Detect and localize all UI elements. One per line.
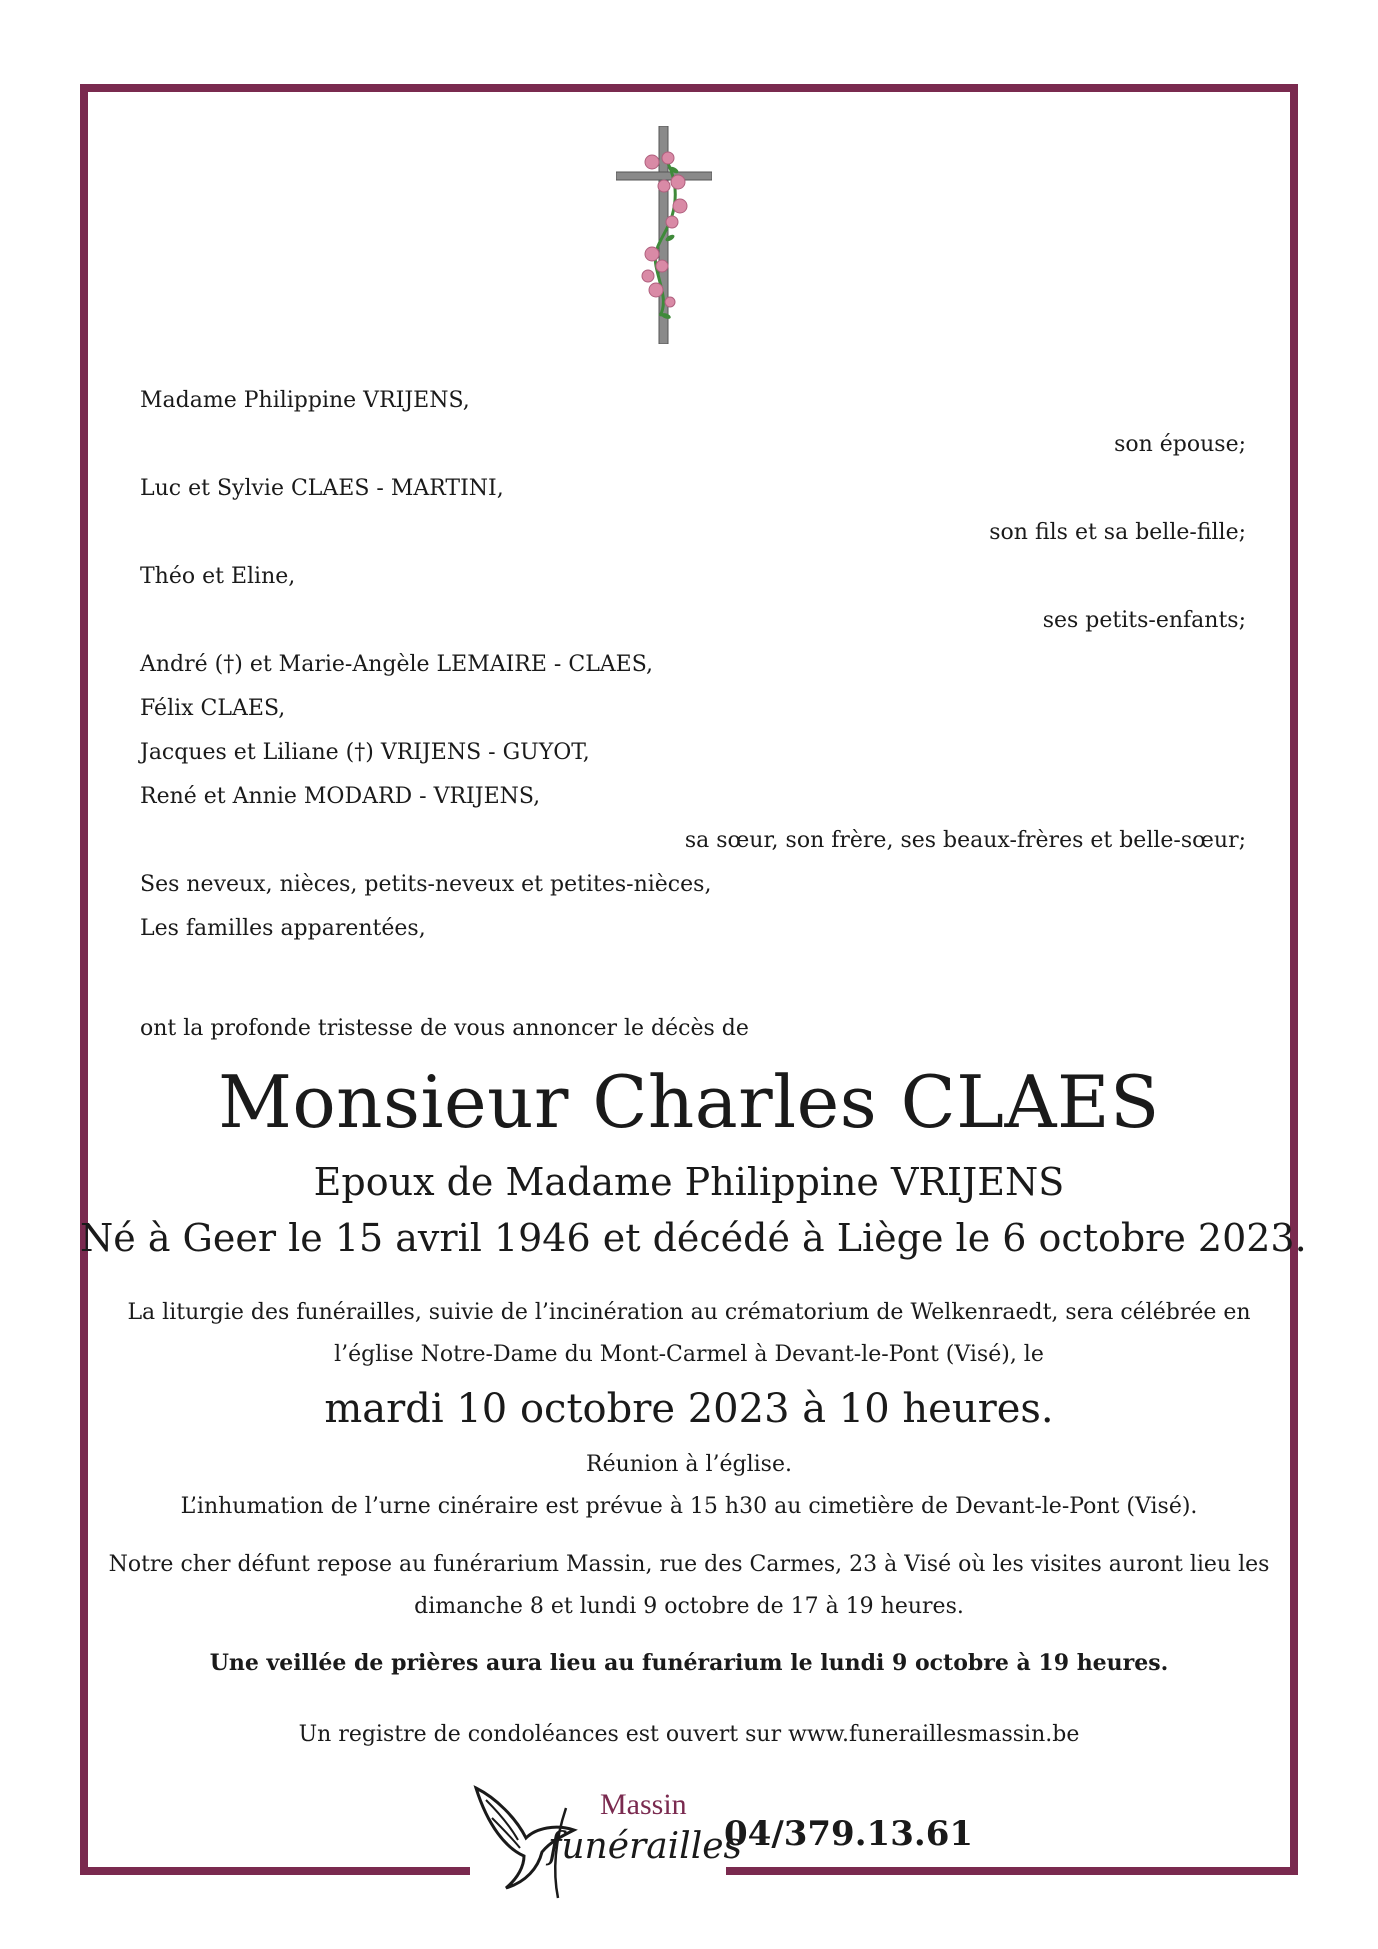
spouse-relation: son épouse; bbox=[1114, 432, 1246, 457]
grandchildren-relation: ses petits-enfants; bbox=[1042, 608, 1246, 633]
ceremony-text: La liturgie des funérailles, suivie de l’incinération au crématorium de Welkenraedt, sera célébrée en bbox=[127, 1300, 1251, 1325]
brand-funerailles: funérailles bbox=[548, 1826, 742, 1867]
vigil-text: Une veillée de prières aura lieu au funérarium le lundi 9 octobre à 19 heures. bbox=[209, 1650, 1169, 1676]
grandchildren-names: Théo et Eline, bbox=[140, 564, 296, 589]
sibling-line: René et Annie MODARD - VRIJENS, bbox=[140, 784, 541, 809]
other-relatives-line: Les familles apparentées, bbox=[140, 916, 426, 941]
burial-text: L’inhumation de l’urne cinéraire est prévue à 15 h30 au cimetière de Devant-le-Pont (Visé). bbox=[180, 1494, 1198, 1519]
meeting-text: Réunion à l’église. bbox=[586, 1452, 792, 1477]
son-name: Luc et Sylvie CLAES - MARTINI, bbox=[140, 476, 504, 501]
sibling-line: Jacques et Liliane (†) VRIJENS - GUYOT, bbox=[140, 740, 590, 765]
visit-text: Notre cher défunt repose au funérarium Massin, rue des Carmes, 23 à Visé où les visites auront lieu les bbox=[108, 1552, 1270, 1577]
spouse-name: Madame Philippine VRIJENS, bbox=[140, 388, 470, 413]
sibling-line: André (†) et Marie-Angèle LEMAIRE - CLAES, bbox=[140, 652, 654, 677]
life-dates-line: Né à Geer le 15 avril 1946 et décédé à Liège le 6 octobre 2023. bbox=[80, 1216, 1307, 1260]
visit-text: dimanche 8 et lundi 9 octobre de 17 à 19 heures. bbox=[414, 1594, 964, 1619]
phone-number: 04/379.13.61 bbox=[724, 1814, 974, 1854]
condolence-register-text: Un registre de condoléances est ouvert sur www.funeraillesmassin.be bbox=[298, 1722, 1080, 1747]
siblings-relation: sa sœur, son frère, ses beaux-frères et belle-sœur; bbox=[684, 828, 1246, 853]
sibling-line: Félix CLAES, bbox=[140, 696, 286, 721]
cross-with-flowers-icon bbox=[616, 126, 712, 344]
ceremony-text: l’église Notre-Dame du Mont-Carmel à Devant-le-Pont (Visé), le bbox=[334, 1342, 1044, 1367]
ceremony-date: mardi 10 octobre 2023 à 10 heures. bbox=[324, 1386, 1054, 1432]
announcement-intro: ont la profonde tristesse de vous annoncer le décès de bbox=[140, 1016, 749, 1041]
deceased-name: Monsieur Charles CLAES bbox=[218, 1060, 1160, 1144]
spouse-line: Epoux de Madame Philippine VRIJENS bbox=[313, 1160, 1065, 1204]
son-relation: son fils et sa belle-fille; bbox=[989, 520, 1246, 545]
other-relatives-line: Ses neveux, nièces, petits-neveux et petites-nièces, bbox=[140, 872, 712, 897]
brand-massin: Massin bbox=[600, 1788, 687, 1821]
